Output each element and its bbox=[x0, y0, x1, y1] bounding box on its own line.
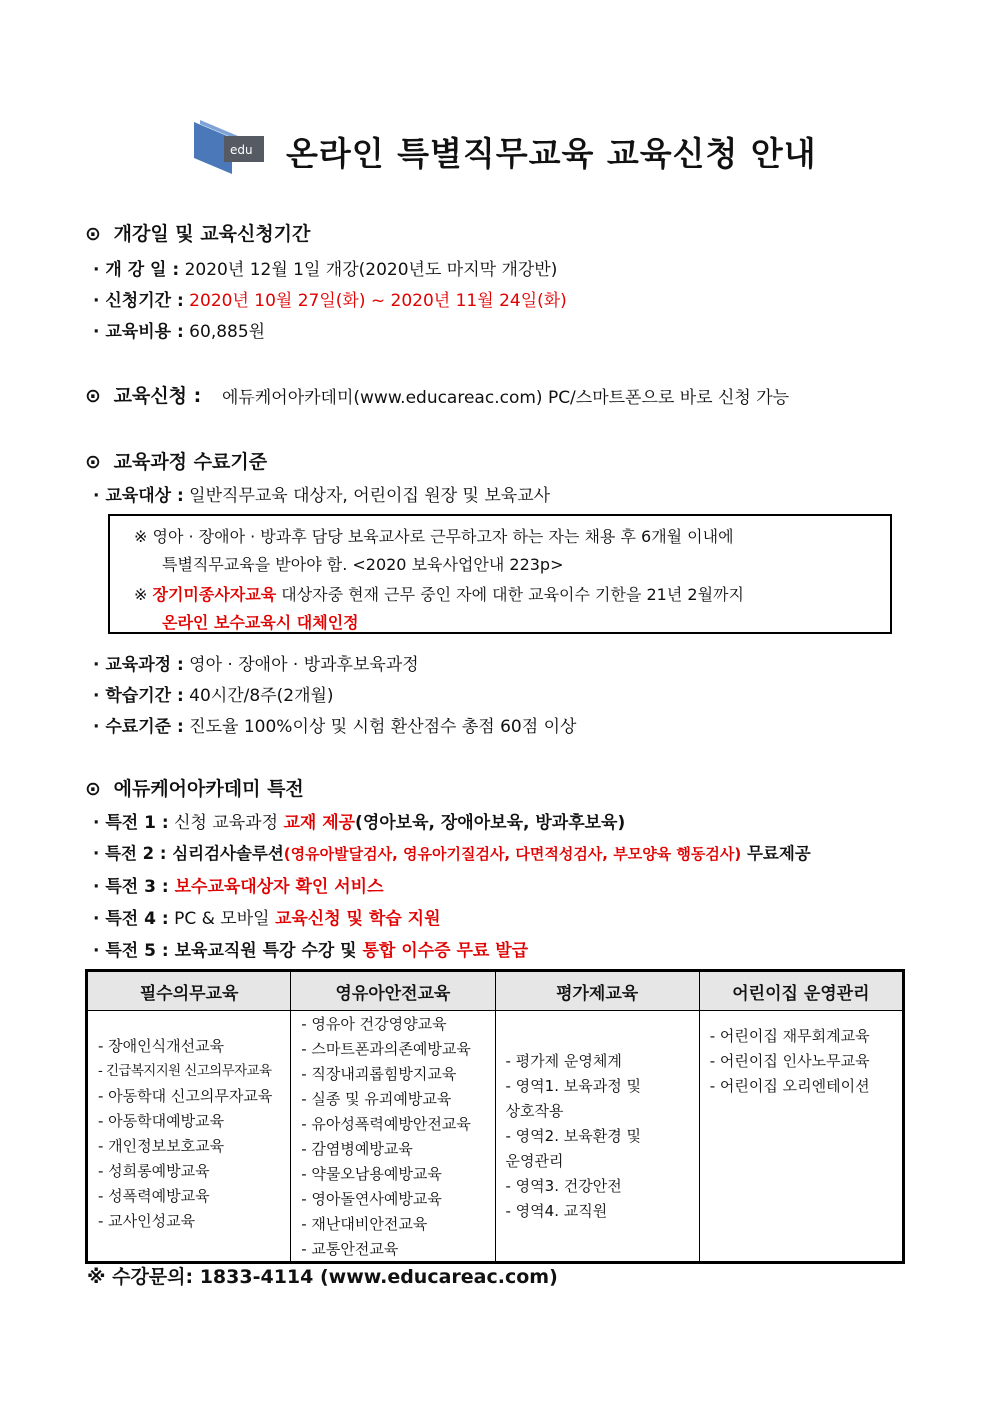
list-item: 상호작용 bbox=[505, 1102, 564, 1120]
open-date-label: · 개 강 일 : bbox=[93, 260, 180, 280]
section4-title: 에듀케어아카데미 특전 bbox=[113, 778, 304, 800]
section1-heading bbox=[85, 219, 310, 246]
note-box bbox=[108, 514, 892, 634]
benefit-5 bbox=[93, 936, 528, 961]
fee-row bbox=[93, 317, 265, 342]
benefit-2-label: · 특전 2 : bbox=[93, 844, 167, 863]
list-item: - 영역3. 건강안전 bbox=[505, 1177, 622, 1195]
list-item: - 장애인식개선교육 bbox=[98, 1037, 225, 1055]
apply-period-row bbox=[93, 286, 567, 311]
note2-highlight: 장기미종사자교육 bbox=[152, 585, 277, 604]
list-item: 운영관리 bbox=[505, 1152, 564, 1170]
list-item: - 어린이집 재무회계교육 bbox=[709, 1027, 870, 1045]
list-item: - 교통안전교육 bbox=[301, 1240, 399, 1258]
course-table bbox=[85, 969, 905, 1264]
logo-text: edu bbox=[230, 143, 253, 157]
benefit-4-highlight: 교육신청 및 학습 지원 bbox=[274, 909, 441, 929]
benefit-2-post: 무료제공 bbox=[741, 844, 811, 863]
open-date-row bbox=[93, 255, 557, 280]
target-label: · 교육대상 : bbox=[93, 486, 184, 506]
apply-info[interactable]: 에듀케어아카데미(www.educareac.com) PC/스마트폰으로 바로 신청 가능 bbox=[222, 388, 790, 408]
list-item: - 스마트폰과의존예방교육 bbox=[301, 1040, 471, 1058]
benefit-1-highlight: 교재 제공 bbox=[283, 813, 356, 833]
table-header: 영유아안전교육 bbox=[291, 971, 495, 1011]
duration-value: 40시간/8주(2개월) bbox=[183, 686, 334, 706]
table-header: 어린이집 운영관리 bbox=[699, 971, 903, 1011]
list-item: - 영아돌연사예방교육 bbox=[301, 1190, 442, 1208]
table-cell-evaluation bbox=[495, 1011, 699, 1263]
target-row bbox=[93, 481, 550, 506]
target-bullet-icon: ⊙ bbox=[85, 451, 101, 473]
criteria-value: 진도율 100%이상 및 시험 환산점수 총점 60점 이상 bbox=[183, 717, 577, 737]
target-value: 일반직무교육 대상자, 어린이집 원장 및 보육교사 bbox=[183, 486, 551, 506]
list-item: - 직장내괴롭힘방지교육 bbox=[301, 1065, 457, 1083]
section1-title: 개강일 및 교육신청기간 bbox=[113, 223, 311, 245]
table-header: 평가제교육 bbox=[495, 971, 699, 1011]
note2-line2: 온라인 보수교육시 대체인정 bbox=[162, 613, 359, 632]
benefit-1-label: · 특전 1 : bbox=[93, 813, 169, 833]
list-item: - 아동학대 신고의무자교육 bbox=[98, 1087, 273, 1105]
list-item: - 영역4. 교직원 bbox=[505, 1202, 608, 1220]
course-value: 영아 · 장애아 · 방과후보육과정 bbox=[183, 655, 419, 675]
list-item: - 영역2. 보육환경 및 bbox=[505, 1127, 641, 1145]
target-bullet-icon: ⊙ bbox=[85, 778, 101, 800]
table-cell-mandatory bbox=[87, 1011, 291, 1263]
benefit-3 bbox=[93, 872, 384, 897]
benefit-3-label: · 특전 3 : bbox=[93, 877, 169, 897]
list-item: - 성희롱예방교육 bbox=[98, 1162, 210, 1180]
benefit-5-label: · 특전 5 : bbox=[93, 941, 169, 961]
list-item: - 교사인성교육 bbox=[98, 1212, 196, 1230]
note1-line2: 특별직무교육을 받아야 함. <2020 보육사업안내 223p> bbox=[162, 555, 564, 574]
benefit-2-highlight: (영유아발달검사, 영유아기질검사, 다면적성검사, 부모양육 행동검사) bbox=[283, 845, 742, 863]
list-item: - 감염병예방교육 bbox=[301, 1140, 413, 1158]
benefit-4-pre: PC & 모바일 bbox=[168, 909, 275, 929]
list-item: - 영유아 건강영양교육 bbox=[301, 1015, 447, 1033]
duration-row bbox=[93, 681, 334, 706]
table-header: 필수의무교육 bbox=[87, 971, 291, 1011]
list-item: - 개인정보보호교육 bbox=[98, 1137, 225, 1155]
open-date-value: 2020년 12월 1일 개강(2020년도 마지막 개강반) bbox=[179, 260, 558, 280]
table-header-row bbox=[87, 971, 904, 1011]
note2-line1 bbox=[134, 582, 744, 605]
section3-heading bbox=[85, 447, 267, 474]
table-row bbox=[87, 1011, 904, 1263]
benefit-4-label: · 특전 4 : bbox=[93, 909, 169, 929]
section4-heading bbox=[85, 774, 304, 801]
course-label: · 교육과정 : bbox=[93, 655, 184, 675]
table-cell-safety bbox=[291, 1011, 495, 1263]
benefit-3-highlight: 보수교육대상자 확인 서비스 bbox=[168, 877, 384, 897]
course-row bbox=[93, 650, 419, 675]
fee-label: · 교육비용 : bbox=[93, 322, 184, 342]
section2-heading bbox=[85, 381, 201, 408]
section2-title: 교육신청 : bbox=[113, 385, 202, 407]
list-item: - 어린이집 인사노무교육 bbox=[709, 1052, 870, 1070]
note2-mark: ※ bbox=[134, 585, 153, 604]
edu-logo-icon bbox=[190, 118, 266, 176]
benefit-1 bbox=[93, 808, 625, 833]
list-item: - 평가제 운영체계 bbox=[505, 1052, 622, 1070]
table-cell-management bbox=[699, 1011, 903, 1263]
benefit-5-pre: 보육교직원 특강 수강 및 bbox=[168, 941, 363, 961]
list-item: - 아동학대예방교육 bbox=[98, 1112, 225, 1130]
benefit-4 bbox=[93, 904, 441, 929]
list-item: - 영역1. 보육과정 및 bbox=[505, 1077, 641, 1095]
note2-rest: 대상자중 현재 근무 중인 자에 대한 교육이수 기한을 21년 2월까지 bbox=[276, 585, 744, 604]
list-item: - 어린이집 오리엔테이션 bbox=[709, 1077, 870, 1095]
note1-line1: ※ 영아 · 장애아 · 방과후 담당 보육교사로 근무하고자 하는 자는 채용 후 6개월 이내에 bbox=[134, 527, 734, 546]
contact-info: ※ 수강문의: 1833-4114 (www.educareac.com) bbox=[87, 1266, 558, 1288]
list-item: - 재난대비안전교육 bbox=[301, 1215, 428, 1233]
list-item: - 긴급복지지원 신고의무자교육 bbox=[98, 1063, 272, 1079]
title-row bbox=[190, 118, 830, 178]
apply-period-value: 2020년 10월 27일(화) ~ 2020년 11월 24일(화) bbox=[183, 291, 567, 311]
target-bullet-icon: ⊙ bbox=[85, 223, 101, 245]
fee-value: 60,885원 bbox=[183, 322, 266, 342]
list-item: - 유아성폭력예방안전교육 bbox=[301, 1115, 471, 1133]
benefit-1-post: (영아보육, 장애아보육, 방과후보육) bbox=[355, 813, 626, 833]
apply-period-label: · 신청기간 : bbox=[93, 291, 184, 311]
benefit-5-highlight: 통합 이수증 무료 발급 bbox=[362, 941, 529, 961]
benefit-2-pre: 심리검사솔루션 bbox=[166, 844, 284, 863]
duration-label: · 학습기간 : bbox=[93, 686, 184, 706]
target-bullet-icon: ⊙ bbox=[85, 385, 101, 407]
list-item: - 실종 및 유괴예방교육 bbox=[301, 1090, 452, 1108]
criteria-row bbox=[93, 712, 576, 737]
page-title: 온라인 특별직무교육 교육신청 안내 bbox=[286, 134, 817, 173]
list-item: - 약물오남용예방교육 bbox=[301, 1165, 442, 1183]
list-item: - 성폭력예방교육 bbox=[98, 1187, 210, 1205]
benefit-2 bbox=[93, 840, 811, 864]
criteria-label: · 수료기준 : bbox=[93, 717, 184, 737]
section3-title: 교육과정 수료기준 bbox=[113, 451, 268, 473]
benefit-1-pre: 신청 교육과정 bbox=[168, 813, 284, 833]
